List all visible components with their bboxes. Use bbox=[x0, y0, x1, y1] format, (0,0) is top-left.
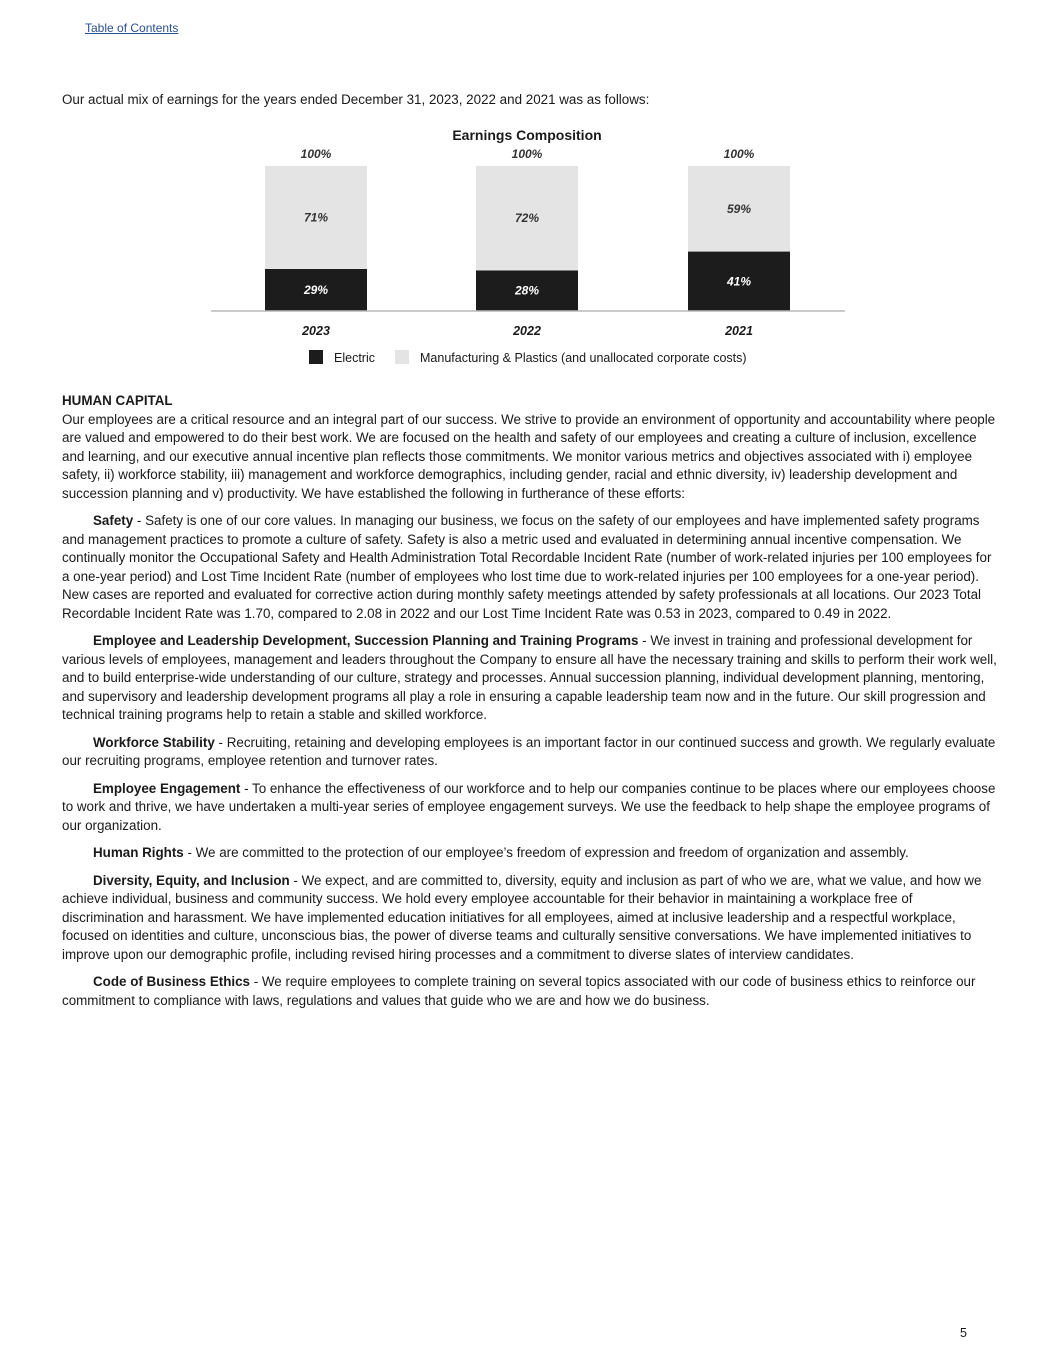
legend-swatch bbox=[309, 350, 323, 364]
section-paragraph bbox=[62, 512, 998, 623]
section-paragraph bbox=[62, 632, 998, 725]
bar-value-label: 59% bbox=[726, 201, 752, 216]
x-tick-label: 2021 bbox=[725, 324, 753, 338]
table-of-contents-link[interactable]: Table of Contents bbox=[85, 21, 179, 35]
section-title: Diversity, Equity, and Inclusion bbox=[93, 872, 290, 888]
section-paragraph bbox=[62, 780, 998, 836]
section-title: Code of Business Ethics bbox=[93, 974, 250, 989]
section-text: - Recruiting, retaining and developing employees is an important factor in our continued success and growth. We regularly evaluate our recruiting programs, employee retention and turnover rates. bbox=[62, 734, 996, 768]
bar-value-label: 71% bbox=[303, 210, 329, 225]
bar-total-label: 100% bbox=[511, 147, 543, 161]
section-paragraph bbox=[62, 872, 998, 965]
x-tick-label: 2023 bbox=[302, 324, 330, 338]
human-capital-intro: Our employees are a critical resource and an integral part of our success. We strive to provide an environment of opportunity and accountability where people are valued and empowered to do their best work. We are focused on the health and safety of our employees and creating a culture of inclusion, excellence and learning, and our executive annual incentive plan reflects those commitments. We monitor various metrics and objectives associated with i) employee safety, ii) workforce stability, iii) management and workforce demographics, including gender, racial and ethnic diversity, iv) leadership development and succession planning and v) productivity. We have established the following in furtherance of these efforts: bbox=[62, 411, 996, 501]
section-text: - We are committed to the protection of our employee’s freedom of expression and freedom of organization and assembly. bbox=[183, 845, 909, 860]
section-title: Workforce Stability bbox=[93, 734, 215, 750]
x-tick-label: 2022 bbox=[513, 324, 541, 338]
section-paragraph bbox=[62, 734, 998, 771]
section-text: - We expect, and are committed to, diversity, equity and inclusion as part of who we are, what we value, and how we achieve individual, business and community success. We hold every employee accountable for their behavior in maintaining a workplace free of discrimination and harassment. We have implemented education initiatives for all employees, aimed at inclusive leadership and a respectful workplace, focused on identities and culture, unconscious bias, the power of diverse teams and culturally sensitive conversations. We have implemented initiatives to improve upon our demographic profile, including revised hiring processes and a commitment to diverse slates of interview candidates. bbox=[62, 872, 982, 962]
chart-title: Earnings Composition bbox=[452, 127, 602, 143]
bar-value-label: 29% bbox=[303, 282, 329, 297]
section-paragraph bbox=[62, 973, 998, 1010]
earnings-composition-chart bbox=[0, 120, 1055, 380]
bar-value-label: 41% bbox=[726, 274, 752, 289]
section-title: Employee and Leadership Development, Succession Planning and Training Programs bbox=[93, 633, 639, 648]
section-text: - We require employees to complete training on several topics associated with our code of business ethics to reinforce our commitment to compliance with laws, regulations and values that guide who we are and how we do business. bbox=[62, 974, 976, 1008]
section-text: - We invest in training and professional development for various levels of employees, management and leaders throughout the Company to ensure all have the necessary training and skills to perform their work well, and to build enterprise-wide understanding of our culture, strategy and processes. Annual succession planning, individual development planning, mentoring, and supervisory and leadership development programs all play a role in ensuring a capable leadership team now and in the future. Our skill progression and technical training programs help to retain a stable and skilled workforce. bbox=[62, 633, 997, 722]
section-text: - To enhance the effectiveness of our workforce and to help our companies continue to be places where our employees choose to work and thrive, we have undertaken a multi-year series of employee engagement surveys. We use the feedback to help shape the employee programs of our organization. bbox=[62, 780, 996, 833]
bar-total-label: 100% bbox=[300, 147, 332, 161]
legend-label: Manufacturing & Plastics (and unallocated corporate costs) bbox=[420, 351, 747, 365]
page-number: 5 bbox=[960, 1326, 967, 1340]
section-title: Human Rights bbox=[93, 845, 184, 860]
bar-value-label: 28% bbox=[514, 283, 540, 298]
bar-value-label: 72% bbox=[514, 211, 540, 226]
human-capital-heading: HUMAN CAPITAL bbox=[62, 393, 173, 408]
section-title: Safety bbox=[93, 513, 134, 528]
legend-label: Electric bbox=[334, 351, 375, 365]
legend-swatch bbox=[395, 350, 409, 364]
human-capital-section bbox=[62, 392, 998, 1019]
bar-total-label: 100% bbox=[723, 147, 755, 161]
section-text: - Safety is one of our core values. In managing our business, we focus on the safety of our employees and have implemented safety programs and management practices to promote a culture of safety. Safety is also a metric used and evaluated in determining annual incentive compensation. We continually monitor the Occupational Safety and Health Administration Total Recordable Incident Rate (number of work-related injuries per 100 employees for a one-year period) and Lost Time Incident Rate (number of employees who lost time due to work-related injuries per 100 employees for a one-year period). New cases are reported and evaluated for corrective action during monthly safety meetings attended by safety professionals at all locations. Our 2023 Total Recordable Incident Rate was 1.70, compared to 2.08 in 2022 and our Lost Time Incident Rate was 0.53 in 2023, compared to 0.49 in 2022. bbox=[62, 513, 992, 621]
earnings-mix-intro: Our actual mix of earnings for the years ended December 31, 2023, 2022 and 2021 was as follows: bbox=[62, 92, 650, 107]
section-title: Employee Engagement bbox=[93, 780, 241, 796]
section-paragraph bbox=[62, 844, 998, 863]
